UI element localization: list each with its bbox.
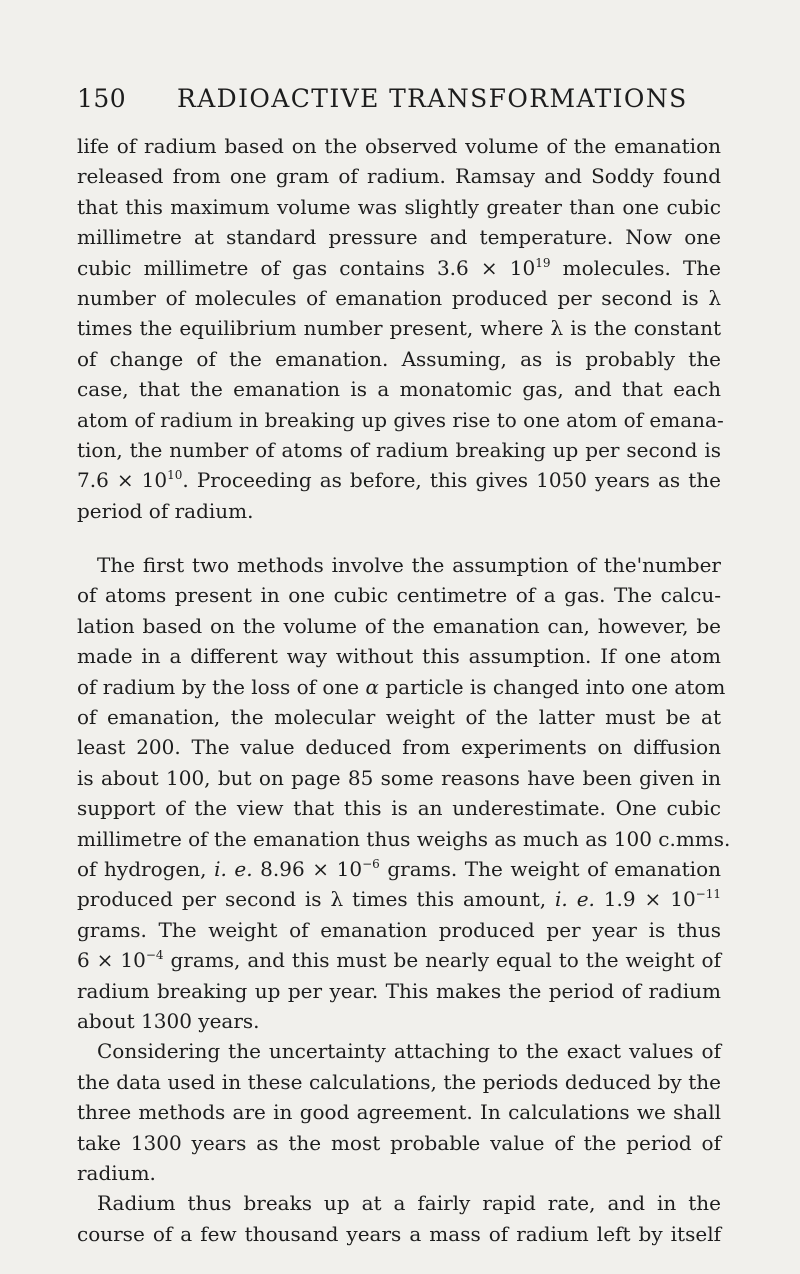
text-line: produced per second is λ times this amount, i. e. $1.9 \times 10^{-11}$ xyxy=(77,887,721,912)
text-line: atom of radium in breaking up gives rise to one atom of emana- xyxy=(77,407,724,432)
text-line: cubic millimetre of gas contains $3.6 \times 10^{19}$ molecules. The xyxy=(77,255,721,280)
text-line: life of radium based on the observed volume of the emanation xyxy=(77,134,721,158)
page-header xyxy=(77,84,719,120)
paragraph-3 xyxy=(77,1036,721,1188)
running-title: RADIOACTIVE TRANSFORMATIONS xyxy=(177,84,688,113)
text-line: support of the view that this is an underestimate. One cubic xyxy=(77,796,721,821)
text-line: radium. xyxy=(77,1160,156,1185)
text-line: of radium by the loss of one α particle is changed into one atom xyxy=(77,674,726,699)
text-line: case, that the emanation is a monatomic gas, and that each xyxy=(77,377,721,402)
body-text xyxy=(77,131,731,1249)
text-line: is about 100, but on page 85 some reasons have been given in xyxy=(77,765,721,790)
text-line: millimetre of the emanation thus weighs as much as 100 c.mms. xyxy=(77,826,731,851)
text-line: of hydrogen, i. e. $8.96 \times 10^{-6}$ grams. The weight of emanation xyxy=(77,856,721,881)
text-line: made in a different way without this assumption. If one atom xyxy=(77,644,721,669)
text-line: $6 \times 10^{-4}$ grams, and this must be nearly equal to the weight of xyxy=(77,948,721,973)
text-line: Considering the uncertainty attaching to the exact values of xyxy=(97,1039,721,1064)
text-line: radium breaking up per year. This makes the period of radium xyxy=(77,978,721,1003)
text-line: of change of the emanation. Assuming, as is probably the xyxy=(77,346,721,371)
text-line: three methods are in good agreement. In calculations we shall xyxy=(77,1100,721,1125)
text-line: course of a few thousand years a mass of radium left by itself xyxy=(77,1221,721,1246)
text-line: grams. The weight of emanation produced per year is thus xyxy=(77,917,721,942)
text-line: tion, the number of atoms of radium breaking up per second is xyxy=(77,437,721,462)
text-line: about 1300 years. xyxy=(77,1008,260,1033)
text-line: that this maximum volume was slightly greater than one cubic xyxy=(77,194,721,219)
text-line: The first two methods involve the assumption of the'number xyxy=(97,553,721,578)
text-line: of emanation, the molecular weight of the latter must be at xyxy=(77,705,721,730)
text-line: lation based on the volume of the emanation can, however, be xyxy=(77,613,721,638)
paragraph-1 xyxy=(77,131,724,526)
text-line: $7.6 \times 10^{10}$. Proceeding as before, this gives 1050 years as the xyxy=(77,468,721,493)
text-line: millimetre at standard pressure and temperature. Now one xyxy=(77,225,721,250)
paragraph-2 xyxy=(77,550,731,1036)
paragraph-4 xyxy=(77,1188,721,1249)
text-line: period of radium. xyxy=(77,498,254,523)
text-line: times the equilibrium number present, where λ is the constant xyxy=(77,316,721,341)
paragraph-gap xyxy=(77,526,721,550)
page-number: 150 xyxy=(77,84,127,113)
text-line: least 200. The value deduced from experiments on diffusion xyxy=(77,735,721,760)
text-line: the data used in these calculations, the periods deduced by the xyxy=(77,1069,721,1094)
text-line: Radium thus breaks up at a fairly rapid rate, and in the xyxy=(97,1191,721,1216)
text-line: take 1300 years as the most probable value of the period of xyxy=(77,1130,721,1155)
text-line: released from one gram of radium. Ramsay and Soddy found xyxy=(77,164,721,189)
text-line: number of molecules of emanation produced per second is λ xyxy=(77,285,721,310)
text-line: of atoms present in one cubic centimetre of a gas. The calcu- xyxy=(77,583,721,608)
